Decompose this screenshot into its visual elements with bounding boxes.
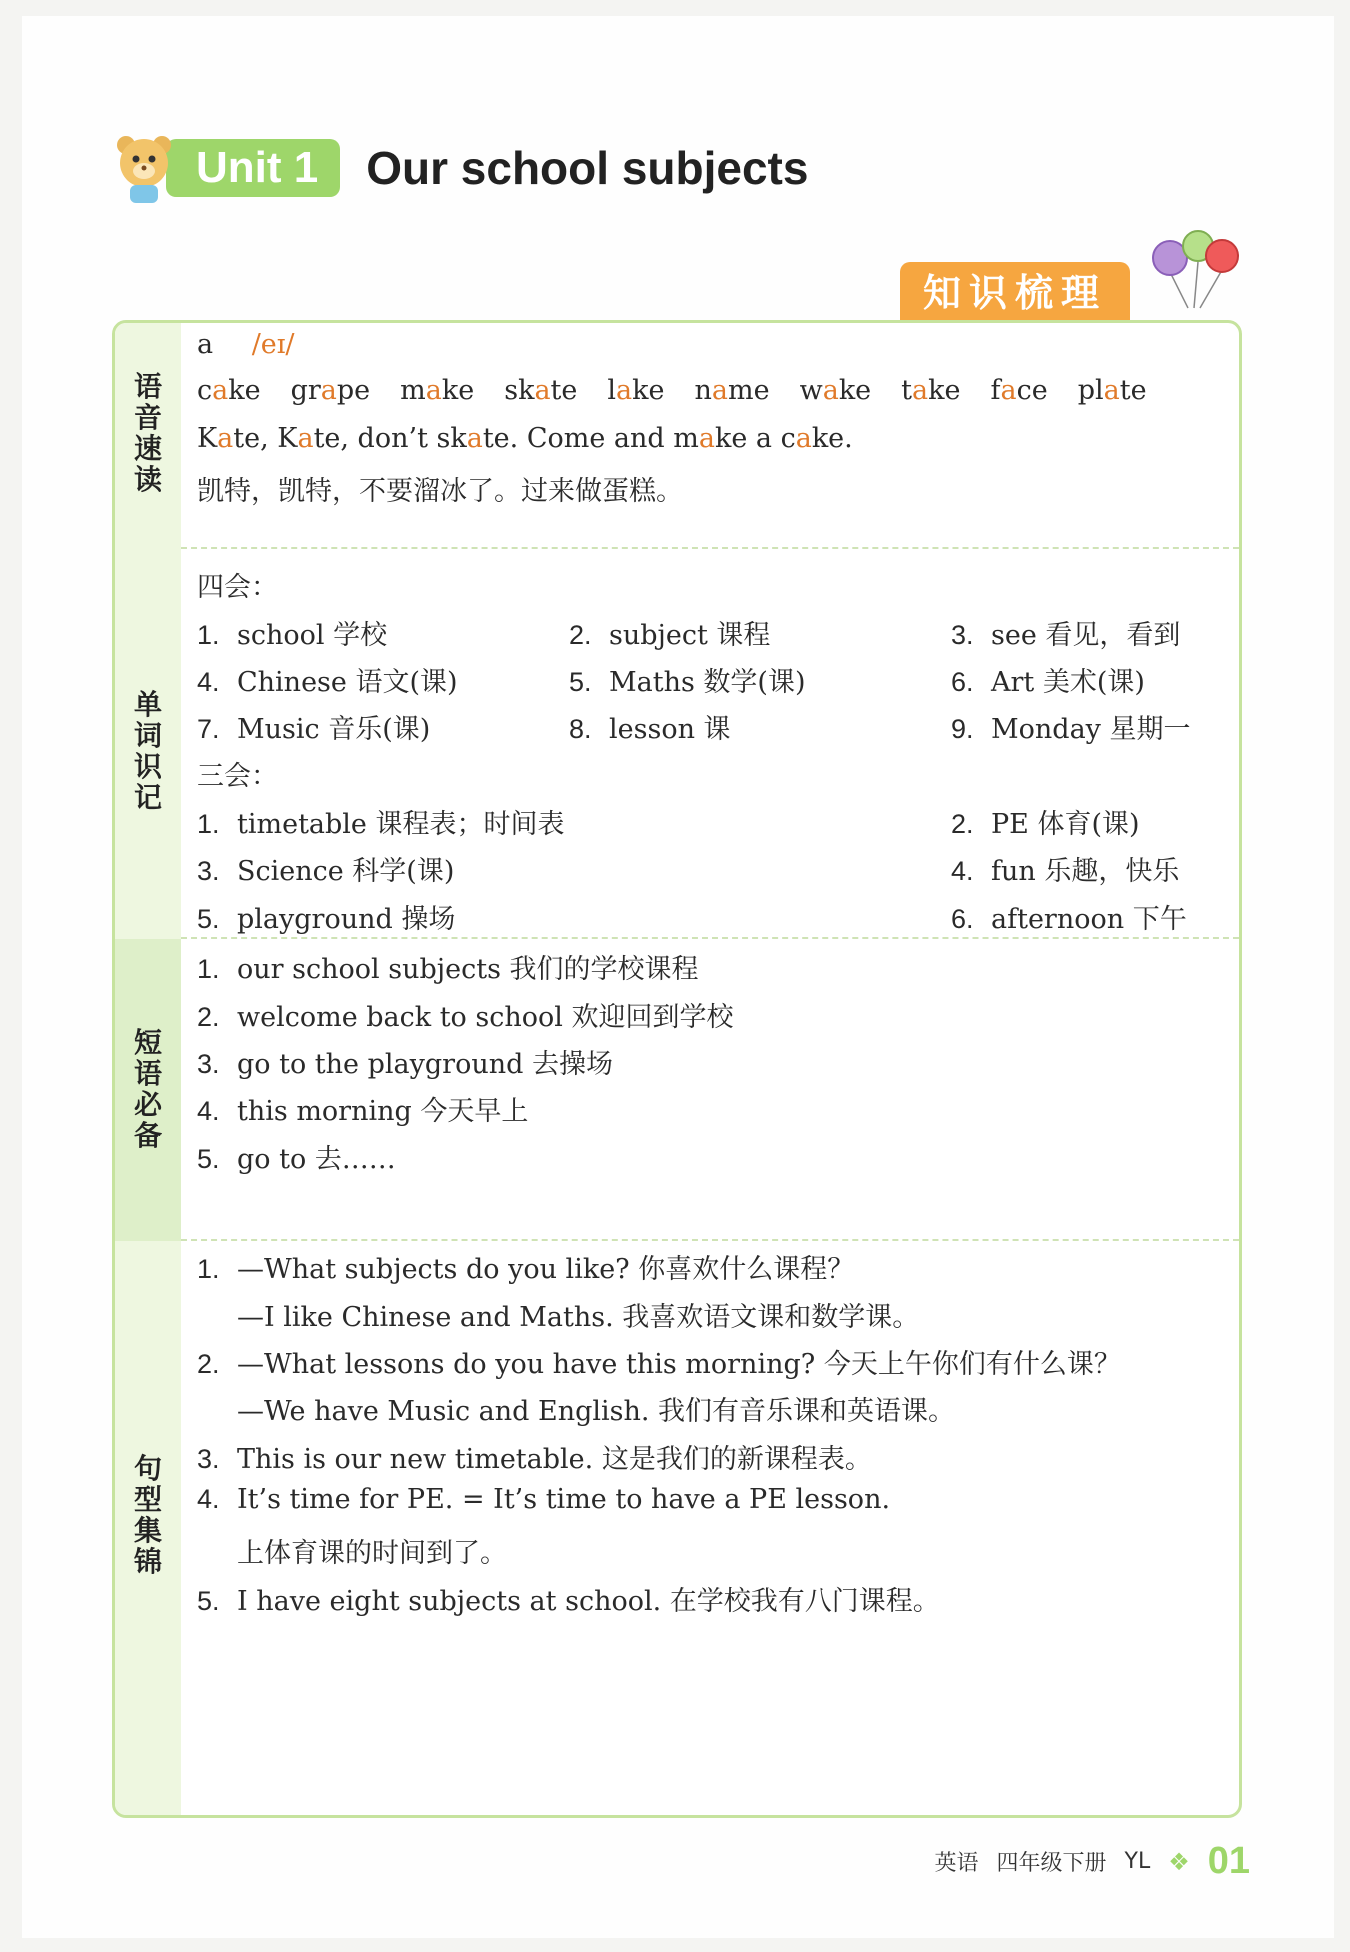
phonics-letter-line (197, 329, 295, 360)
knowledge-box (112, 320, 1242, 1818)
vocab-section (115, 549, 1239, 939)
page-footer (934, 1840, 1250, 1883)
phrase-item: 3. go to the playground 去操场 (197, 1049, 613, 1080)
vocab-item: 4. fun 乐趣，快乐 (951, 856, 1180, 887)
word-lake: lake (607, 375, 665, 406)
word-face: face (990, 375, 1048, 406)
vocab-side-label: 单 词 识 记 (133, 688, 162, 814)
balloons-icon (1148, 230, 1248, 320)
vocab-item: 2. subject 课程 (569, 620, 771, 651)
sentences-section (115, 1241, 1239, 1815)
vocab-item: 5. Maths 数学(课) (569, 667, 806, 698)
phrase-item: 1. our school subjects 我们的学校课程 (197, 954, 699, 985)
footer-grade: 四年级下册 (996, 1851, 1107, 1876)
phrase-item: 5. go to 去…… (197, 1144, 396, 1175)
four-skills-label: 四会： (197, 572, 278, 603)
footer-subject: 英语 (934, 1851, 979, 1876)
unit-header (112, 128, 808, 208)
sentences-side-label: 句 型 集 锦 (133, 1452, 162, 1578)
sentence-line: 4. It’s time for PE. = It’s time to have a PE lesson. (197, 1484, 891, 1515)
sentence-line: 上体育课的时间到了。 (237, 1538, 507, 1569)
phrases-side (115, 939, 181, 1241)
unit-title: Our school subjects (366, 142, 809, 194)
footer-edition: YL (1124, 1849, 1151, 1874)
word-take: take (901, 375, 961, 406)
diamond-icon: ❖ (1168, 1847, 1190, 1876)
sentence-line: 2. —What lessons do you have this morning? 今天上午你们有什么课？ (197, 1349, 1121, 1380)
vocab-item: 9. Monday 星期一 (951, 714, 1191, 745)
vocab-item: 3. see 看见，看到 (951, 620, 1181, 651)
phrases-section (115, 939, 1239, 1241)
vocab-item: 2. PE 体育(课) (951, 809, 1140, 840)
word-plate: plate (1077, 375, 1147, 406)
phrases-side-label: 短 语 必 备 (133, 1026, 162, 1152)
vocab-item: 6. Art 美术(课) (951, 667, 1145, 698)
phonics-words (197, 375, 1147, 406)
phonics-letter: a (197, 329, 214, 360)
section-banner: 知识梳理 (900, 262, 1130, 324)
word-grape: grape (290, 375, 371, 406)
word-make: make (400, 375, 475, 406)
vocab-item: 7. Music 音乐(课) (197, 714, 431, 745)
vocab-item: 8. lesson 课 (569, 714, 731, 745)
sentence-line: —I like Chinese and Maths. 我喜欢语文课和数学课。 (237, 1302, 920, 1333)
sentences-side (115, 1241, 181, 1815)
sentence-line: 5. I have eight subjects at school. 在学校我有八门课程。 (197, 1586, 940, 1617)
bear-mascot-icon (112, 131, 176, 205)
unit-badge: Unit 1 (166, 139, 340, 197)
three-skills-label: 三会： (197, 761, 278, 792)
vocab-item: 1. timetable 课程表；时间表 (197, 809, 565, 840)
phonics-ipa: /eɪ/ (251, 329, 295, 360)
vocab-side (115, 549, 181, 939)
vocab-item: 4. Chinese 语文(课) (197, 667, 458, 698)
sentence-line: —We have Music and English. 我们有音乐课和英语课。 (237, 1396, 956, 1427)
sentence-line: 3. This is our new timetable. 这是我们的新课程表。 (197, 1444, 872, 1475)
phonics-side (115, 323, 181, 549)
phonics-section (115, 323, 1239, 549)
word-skate: skate (504, 375, 578, 406)
vocab-item: 6. afternoon 下午 (951, 904, 1187, 935)
sentence-line: 1. —What subjects do you like? 你喜欢什么课程？ (197, 1254, 855, 1285)
word-name: name (694, 375, 770, 406)
word-cake: cake (197, 375, 261, 406)
page-number: 01 (1207, 1840, 1250, 1882)
vocab-item: 1. school 学校 (197, 620, 388, 651)
word-wake: wake (799, 375, 872, 406)
vocab-item: 5. playground 操场 (197, 904, 456, 935)
phrase-item: 2. welcome back to school 欢迎回到学校 (197, 1002, 734, 1033)
phonics-side-label: 语 音 速 读 (133, 370, 162, 496)
phrase-item: 4. this morning 今天早上 (197, 1096, 529, 1127)
phonics-chant: Kate, Kate, don’t skate. Come and make a cake. (197, 423, 853, 454)
vocab-item: 3. Science 科学(课) (197, 856, 455, 887)
phonics-chant-translation: 凯特，凯特，不要溜冰了。过来做蛋糕。 (197, 476, 683, 507)
